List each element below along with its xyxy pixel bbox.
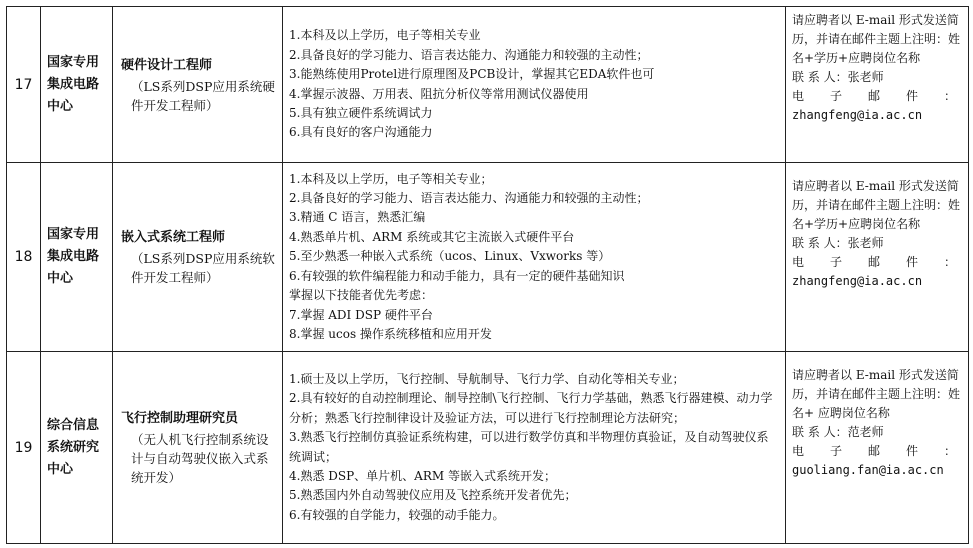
requirements-cell bbox=[283, 352, 786, 544]
table-row bbox=[7, 352, 969, 544]
requirement-item: 1.本科及以上学历，电子等相关专业； bbox=[289, 171, 493, 186]
contact-cell bbox=[786, 7, 969, 163]
position-title: 飞行控制助理研究员 bbox=[121, 411, 239, 426]
requirement-item: 4.熟悉 DSP、单片机、ARM 等嵌入式系统开发； bbox=[289, 468, 556, 483]
requirement-item: 7.掌握 ADI DSP 硬件平台 bbox=[289, 307, 433, 322]
contact-person: 联 系 人：张老师 bbox=[792, 70, 884, 84]
requirement-item: 2.具有较好的自动控制理论、制导控制\飞行控制、飞行力学基础，熟悉飞行器建模、动力学分析；熟悉飞行控制律设计及验证方法，可以进行飞行控制理论方法研究； bbox=[289, 391, 773, 425]
row-number: 19 bbox=[7, 352, 41, 544]
position-subtitle: （LS系列DSP应用系统软件开发工程师） bbox=[131, 251, 275, 285]
contact-instructions: 请应聘者以 E-mail 形式发送简历，并请在邮件主题上注明：姓名+ 应聘岗位名称 bbox=[792, 368, 961, 420]
department: 国家专用集成电路中心 bbox=[41, 163, 113, 352]
requirement-item: 4.掌握示波器、万用表、阻抗分析仪等常用测试仪器使用 bbox=[289, 86, 589, 101]
requirement-item: 6.有较强的软件编程能力和动手能力，具有一定的硬件基础知识 bbox=[289, 268, 625, 283]
email-address[interactable]: guoliang.fan@ia.ac.cn bbox=[792, 463, 944, 477]
requirement-item: 6.具有良好的客户沟通能力 bbox=[289, 125, 433, 140]
contact-instructions: 请应聘者以 E-mail 形式发送简历，并请在邮件主题上注明：姓名+学历+应聘岗位名称 bbox=[792, 13, 961, 65]
table-row bbox=[7, 163, 969, 352]
contact-instructions: 请应聘者以 E-mail 形式发送简历，并请在邮件主题上注明：姓名+学历+应聘岗位名称 bbox=[792, 179, 961, 231]
table-row bbox=[7, 7, 969, 163]
row-number: 18 bbox=[7, 163, 41, 352]
contact-cell bbox=[786, 352, 969, 544]
email-label: 电 子 邮 件 ： bbox=[792, 444, 956, 458]
email-address[interactable]: zhangfeng@ia.ac.cn bbox=[792, 274, 923, 288]
requirement-item: 8.掌握 ucos 操作系统移植和应用开发 bbox=[289, 326, 492, 341]
requirement-item: 1.硕士及以上学历，飞行控制、导航制导、飞行力学、自动化等相关专业； bbox=[289, 371, 685, 386]
requirement-item: 3.熟悉飞行控制仿真验证系统构建，可以进行数学仿真和半物理仿真验证，及自动驾驶仪系统调试； bbox=[289, 430, 769, 464]
requirement-item: 2.具备良好的学习能力、语言表达能力、沟通能力和较强的主动性； bbox=[289, 191, 649, 206]
position-subtitle: （无人机飞行控制系统设计与自动驾驶仪嵌入式系统开发） bbox=[131, 432, 269, 485]
requirement-item: 掌握以下技能者优先考虑： bbox=[289, 288, 434, 303]
position-subtitle: （LS系列DSP应用系统硬件开发工程师） bbox=[131, 78, 275, 113]
department: 国家专用集成电路中心 bbox=[41, 7, 113, 163]
requirement-item: 3.精通 C 语言，熟悉汇编 bbox=[289, 210, 426, 225]
position-title: 硬件设计工程师 bbox=[121, 57, 213, 73]
requirements-cell bbox=[283, 163, 786, 352]
contact-person: 联 系 人：张老师 bbox=[792, 236, 884, 250]
email-address[interactable]: zhangfeng@ia.ac.cn bbox=[792, 108, 923, 122]
requirement-item: 2.具备良好的学习能力、语言表达能力、沟通能力和较强的主动性； bbox=[289, 47, 649, 62]
requirement-item: 5.熟悉国内外自动驾驶仪应用及飞控系统开发者优先； bbox=[289, 488, 577, 503]
requirement-item: 5.具有独立硬件系统调试力 bbox=[289, 105, 433, 120]
position-title: 嵌入式系统工程师 bbox=[121, 230, 226, 245]
email-label: 电 子 邮 件 ： bbox=[792, 255, 956, 269]
contact-cell bbox=[786, 163, 969, 352]
requirement-item: 6.有较强的自学能力，较强的动手能力。 bbox=[289, 507, 505, 522]
position-cell bbox=[113, 352, 283, 544]
job-listing-table bbox=[6, 6, 969, 544]
row-number: 17 bbox=[7, 7, 41, 163]
position-cell bbox=[113, 7, 283, 163]
requirement-item: 5.至少熟悉一种嵌入式系统（ucos、Linux、Vxworks 等） bbox=[289, 249, 611, 264]
requirement-item: 3.能熟练使用Protel进行原理图及PCB设计，掌握其它EDA软件也可 bbox=[289, 67, 655, 82]
requirement-item: 4.熟悉单片机、ARM 系统或其它主流嵌入式硬件平台 bbox=[289, 229, 575, 244]
contact-person: 联 系 人：范老师 bbox=[792, 425, 884, 439]
requirements-cell bbox=[283, 7, 786, 163]
email-label: 电 子 邮 件 ： bbox=[792, 89, 956, 103]
department: 综合信息系统研究中心 bbox=[41, 352, 113, 544]
position-cell bbox=[113, 163, 283, 352]
requirement-item: 1.本科及以上学历，电子等相关专业 bbox=[289, 28, 481, 43]
